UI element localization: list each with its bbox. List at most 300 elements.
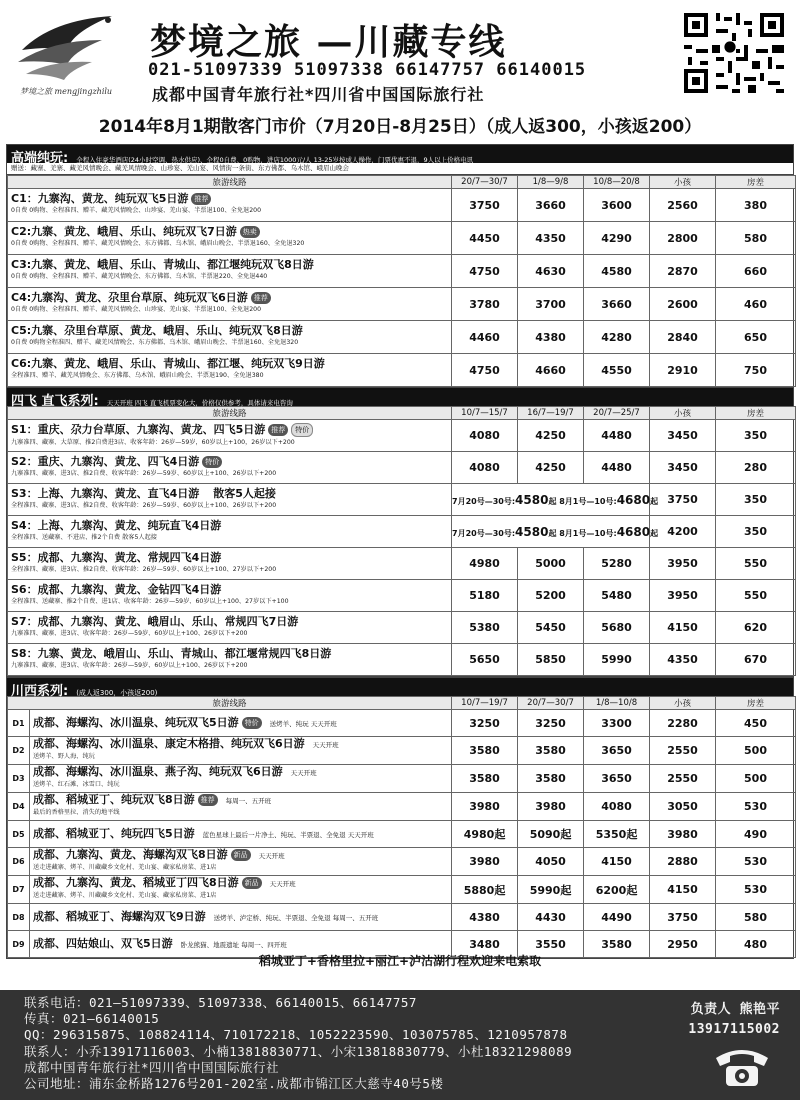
- price-cell: 2950: [650, 931, 716, 958]
- route-detail: 全程准四、送藏寨、推2个自费、进1店、收客年龄：26岁—59岁、60岁以上+100、27岁以下+100: [11, 597, 289, 605]
- span-part: 7月20号—30号:: [452, 496, 516, 506]
- route-name: [11, 584, 448, 596]
- route-side-note: 天天开班: [269, 880, 296, 888]
- manager-block: [688, 1000, 780, 1040]
- price-cell: 4750: [452, 354, 518, 387]
- route-title: 成都、海螺沟、冰川温泉、康定木格措、纯玩双飞6日游: [33, 737, 305, 750]
- table-header: [8, 176, 796, 189]
- price-cell: 3650: [584, 737, 650, 765]
- price-cell: 3580: [452, 737, 518, 765]
- route-title: 成都、稻城亚丁、海螺沟双飞9日游: [33, 909, 206, 923]
- span-part: 起: [650, 496, 659, 506]
- table-row: [8, 710, 796, 737]
- contact-persons: 联系人：小乔13917116003、小楠13818830771、小宋13818830779、小杜18321298089: [24, 1043, 573, 1059]
- price-cell: 670: [716, 644, 796, 676]
- route-detail: 0自费 0购物、全程准四、赠羊、藏羌风情晚会、山珍宴、羌山宴、半票退100、全免退200: [11, 207, 262, 214]
- route-name: [11, 423, 448, 437]
- column-header: 20/7—25/7: [584, 407, 650, 420]
- contact-address: 公司地址：浦东金桥路1276号201-202室.成都市锦江区大慈寺40号5楼: [24, 1076, 444, 1092]
- price-cell: 660: [716, 255, 796, 288]
- span-part: 4580: [515, 524, 549, 539]
- route-detail: 0自费 0购物、全程准四、赠羊、藏羌风情晚会、山珍宴、羌山宴、半票退100、全免退200: [11, 306, 262, 313]
- price-cell: 3450: [650, 420, 716, 452]
- route-name: [11, 358, 448, 370]
- price-cell: 4480: [584, 452, 650, 484]
- header: [0, 0, 800, 108]
- table-row: [8, 354, 796, 387]
- price-cell: 4980: [452, 548, 518, 580]
- route-detail: 最后的香格里拉、消失的地平线: [33, 809, 120, 816]
- route-detail: 送走进藏寨、烤羊、川藏藏乡文化村、羌山宴、藏家私房菜、进1店: [33, 864, 217, 871]
- contact-qq: QQ：296315875、108824114、710172218、1052223590、103075785、1210957878: [24, 1027, 568, 1043]
- route-extra: 散客5人起接: [213, 486, 276, 500]
- table-row: [8, 612, 796, 644]
- contact-phone: 联系电话：021—51097339、51097338、66140015、66147757: [24, 995, 417, 1010]
- route-name: [11, 648, 448, 660]
- price-cell: 4430: [518, 904, 584, 931]
- price-cell: 4480: [584, 420, 650, 452]
- route-cell: [8, 612, 452, 644]
- date-range-price: [452, 516, 659, 548]
- price-cell: 5990: [584, 644, 650, 676]
- route-detail: 九寨准四、藏寨、进3店、推2自费、收客年龄：26岁—59岁、60岁以上+100、26岁以下+200: [11, 469, 277, 477]
- route-name: [33, 938, 448, 951]
- route-cell: [8, 222, 452, 255]
- price-cell: 3600: [584, 189, 650, 222]
- route-cell: [8, 548, 452, 580]
- price-cell: 550: [716, 548, 796, 580]
- table-header: [8, 407, 796, 420]
- price-cell: 4150: [650, 612, 716, 644]
- route-code: D4: [8, 793, 30, 821]
- column-header: 小孩: [650, 407, 716, 420]
- route-code: D7: [8, 876, 30, 904]
- table-row: [8, 821, 796, 848]
- price-cell: 3250: [518, 710, 584, 737]
- price-cell: 3580: [584, 931, 650, 958]
- route-tag: 推荐: [251, 292, 271, 304]
- price-cell: 4250: [518, 452, 584, 484]
- price-cell: 3300: [584, 710, 650, 737]
- column-header: 旅游线路: [8, 176, 452, 189]
- price-cell: 4050: [518, 848, 584, 876]
- column-header: 10/7—19/7: [452, 697, 518, 710]
- header-phones: 021-51097339 51097338 66147757 66140015: [148, 60, 587, 80]
- price-table: [7, 696, 796, 958]
- price-cell: 4350: [518, 222, 584, 255]
- route-cell: [8, 354, 452, 387]
- route-detail: 九寨准四、藏寨、大草原、推2自费进3店、收客年龄：26岁—59岁，60岁以上+100，26岁以下+200: [11, 438, 295, 446]
- price-cell: 450: [716, 710, 796, 737]
- section-flight: [6, 387, 794, 677]
- route-tag: 特价: [202, 456, 222, 468]
- table-row: [8, 484, 796, 516]
- price-cell: 530: [716, 876, 796, 904]
- price-cell: 3980: [650, 821, 716, 848]
- price-cell: 3980: [452, 793, 518, 821]
- column-header: 10/7—15/7: [452, 407, 518, 420]
- table-row: [8, 516, 796, 548]
- route-cell: [30, 793, 452, 821]
- route-cell: [30, 737, 452, 765]
- price-cell: 280: [716, 452, 796, 484]
- route-cell: [8, 255, 452, 288]
- price-table: [7, 406, 796, 676]
- route-name: [11, 488, 448, 500]
- price-cell: 5380: [452, 612, 518, 644]
- route-cell: [8, 484, 452, 516]
- route-title: S3：上海、九寨沟、黄龙、直飞4日游: [11, 486, 200, 500]
- route-side-note: 天天开班: [258, 852, 285, 860]
- column-header: 10/8—20/8: [584, 176, 650, 189]
- price-cell: 4450: [452, 222, 518, 255]
- span-part: 4680: [616, 524, 651, 539]
- price-cell: 5680: [584, 612, 650, 644]
- price-cell: 490: [716, 821, 796, 848]
- price-cell: 350: [716, 484, 796, 516]
- price-cell: 480: [716, 931, 796, 958]
- route-name: [11, 616, 448, 628]
- price-cell: 5850: [518, 644, 584, 676]
- table-row: [8, 321, 796, 354]
- route-cell: [8, 452, 452, 484]
- section-header: 川西系列: (成人返300，小孩返200): [7, 678, 793, 696]
- column-header: 旅游线路: [8, 407, 452, 420]
- route-name: [33, 738, 448, 751]
- price-cell: 4350: [650, 644, 716, 676]
- route-cell: [30, 904, 452, 931]
- telephone-icon: [712, 1042, 772, 1088]
- route-detail: 送烤羊、红石滩、冰雪口、纯玩: [33, 781, 120, 788]
- span-part: 起: [650, 528, 659, 538]
- section-high-end: [6, 144, 794, 388]
- price-cell: 4550: [584, 354, 650, 387]
- price-cell: 6200起: [584, 876, 650, 904]
- route-name: [33, 911, 448, 924]
- route-cell: [8, 580, 452, 612]
- route-side-note: 天天开班: [312, 741, 339, 749]
- route-title: S7：成都、九寨沟、黄龙、峨眉山、乐山、常规四飞7日游: [11, 614, 299, 628]
- price-cell: 4250: [518, 420, 584, 452]
- price-cell: 580: [716, 222, 796, 255]
- price-cell: 3700: [518, 288, 584, 321]
- column-header: 20/7—30/7: [452, 176, 518, 189]
- contact-fax: 传真：021—66140015: [24, 1011, 160, 1027]
- route-detail: 九寨准四、藏寨、进3店、收客年龄：26岁—59岁、60岁以上+100、26岁以下+200: [11, 661, 248, 669]
- price-cell: 2800: [650, 222, 716, 255]
- column-header: 小孩: [650, 176, 716, 189]
- price-cell: 4460: [452, 321, 518, 354]
- price-cell: 3950: [650, 548, 716, 580]
- price-cell: 4200: [650, 516, 716, 548]
- table-row: [8, 222, 796, 255]
- route-name: [11, 552, 448, 564]
- section-note: 赠送：藏寨、羌寨、藏羌风情晚会、藏羌风情晚会、山珍宴、羌山宴、风情街一条街、东方佛都、乌木馆、峨眉山晚会: [7, 163, 793, 175]
- price-cell: 4290: [584, 222, 650, 255]
- price-cell: 5280: [584, 548, 650, 580]
- price-cell: 3750: [650, 484, 716, 516]
- section-western-sichuan: [6, 677, 794, 959]
- price-cell: 2840: [650, 321, 716, 354]
- price-cell: 620: [716, 612, 796, 644]
- route-name: [33, 766, 448, 779]
- price-cell: 750: [716, 354, 796, 387]
- price-cell: 530: [716, 848, 796, 876]
- price-cell: 4080: [584, 793, 650, 821]
- span-part: 7月20号—30号:: [452, 528, 516, 538]
- route-cell: [8, 321, 452, 354]
- route-title: S4：上海、九寨沟、黄龙、纯玩直飞4日游: [11, 518, 222, 532]
- price-cell: 2560: [650, 189, 716, 222]
- route-detail: 0自费 0购物、全程准四、赠羊、藏羌风情晚会、东方佛都、乌木馆、峨眉山晚会、半票退160、全免退320: [11, 240, 305, 247]
- route-code: D5: [8, 821, 30, 848]
- price-cell: 5650: [452, 644, 518, 676]
- price-cell: 2600: [650, 288, 716, 321]
- price-cell: 2880: [650, 848, 716, 876]
- route-side-note: 每周一、五开班: [225, 797, 272, 805]
- price-cell: 3750: [452, 189, 518, 222]
- manager-phone: 13917115002: [688, 1022, 780, 1037]
- table-row: [8, 420, 796, 452]
- route-title: S8：九寨、黄龙、峨眉山、乐山、青城山、都江堰常规四飞8日游: [11, 646, 332, 660]
- date-range-price: [452, 484, 659, 516]
- logo-caption: 梦境之旅 mengjingzhilu: [20, 87, 113, 96]
- route-title: C3:九寨、黄龙、峨眉、乐山、青城山、都江堰纯玩双飞8日游: [11, 258, 314, 271]
- route-tag: 新品: [231, 849, 251, 861]
- bird-logo: [12, 10, 122, 96]
- table-header: [8, 697, 796, 710]
- route-title: 成都、四姑娘山、双飞5日游: [33, 936, 173, 950]
- price-cell: 500: [716, 765, 796, 793]
- table-row: [8, 904, 796, 931]
- column-header: 20/7—30/7: [518, 697, 584, 710]
- column-header: 1/8—9/8: [518, 176, 584, 189]
- price-cell: 4580: [584, 255, 650, 288]
- price-cell: 5480: [584, 580, 650, 612]
- manager-label: 负责人 熊艳平: [690, 1002, 780, 1017]
- price-cell: 4750: [452, 255, 518, 288]
- table-row: [8, 793, 796, 821]
- route-title: 成都、九寨沟、黄龙、海螺沟双飞8日游: [33, 848, 228, 861]
- price-cell: 3980: [518, 793, 584, 821]
- route-tag: 新品: [242, 877, 262, 889]
- route-code: D8: [8, 904, 30, 931]
- price-table: [7, 175, 796, 387]
- price-cell: 3480: [452, 931, 518, 958]
- price-cell: 3950: [650, 580, 716, 612]
- route-cell: [8, 644, 452, 676]
- price-cell: 4380: [452, 904, 518, 931]
- price-cell: 3980: [452, 848, 518, 876]
- price-cell: 4080: [452, 420, 518, 452]
- route-title: C5:九寨、尕里台草原、黄龙、峨眉、乐山、纯玩双飞8日游: [11, 324, 303, 337]
- price-cell: 3660: [518, 189, 584, 222]
- price-cell: 5180: [452, 580, 518, 612]
- price-cell: 5000: [518, 548, 584, 580]
- price-cell: 4980起: [452, 821, 518, 848]
- price-cell: 4150: [584, 848, 650, 876]
- price-cell: 5450: [518, 612, 584, 644]
- route-title: S6：成都、九寨沟、黄龙、金钻四飞4日游: [11, 582, 222, 596]
- route-name: [11, 259, 448, 271]
- route-detail: 九寨准四、藏寨、进3店、收客年龄：26岁—59岁、60岁以上+100、26岁以下+200: [11, 629, 248, 637]
- price-cell: 460: [716, 288, 796, 321]
- table-row: [8, 876, 796, 904]
- route-cell: [30, 876, 452, 904]
- agency-name: 成都中国青年旅行社*四川省中国国际旅行社: [152, 85, 485, 104]
- contact-footer: [0, 990, 800, 1100]
- price-cell: 3050: [650, 793, 716, 821]
- route-side-note: 卧龙熊猫、地震遗址 每周一、四开班: [180, 940, 287, 949]
- price-cell: 4380: [518, 321, 584, 354]
- price-cell: 2550: [650, 737, 716, 765]
- route-name: [11, 456, 448, 468]
- route-detail: 全程准四、送藏寨、不进店、推2个自费 散客5人起接: [11, 533, 157, 541]
- route-cell: [30, 765, 452, 793]
- table-row: [8, 848, 796, 876]
- price-cell: 3580: [452, 765, 518, 793]
- route-name: [33, 717, 448, 730]
- price-cell: 350: [716, 516, 796, 548]
- route-tag: 推荐: [191, 193, 211, 205]
- route-code: D2: [8, 737, 30, 765]
- route-title: S2：重庆、九寨沟、黄龙、四飞4日游: [11, 454, 200, 468]
- price-cell: 3780: [452, 288, 518, 321]
- route-name: [33, 877, 448, 890]
- route-tag: 特价: [242, 717, 262, 729]
- table-row: [8, 580, 796, 612]
- price-cell: 3550: [518, 931, 584, 958]
- route-title: 成都、稻城亚丁、纯玩双飞8日游: [33, 793, 195, 806]
- table-row: [8, 255, 796, 288]
- route-cell: [30, 848, 452, 876]
- itinerary-banner: 稻城亚丁+香格里拉+丽江+泸沽湖行程欢迎来电索取: [258, 954, 542, 968]
- route-title: 成都、海螺沟、冰川温泉、燕子沟、纯玩双飞6日游: [33, 765, 283, 778]
- column-header: 小孩: [650, 697, 716, 710]
- price-cell: 2870: [650, 255, 716, 288]
- column-header: 16/7—19/7: [518, 407, 584, 420]
- price-cell: 5350起: [584, 821, 650, 848]
- route-name: [33, 828, 448, 841]
- price-cell: 4630: [518, 255, 584, 288]
- route-name: [11, 193, 448, 205]
- price-cell: 380: [716, 189, 796, 222]
- route-cell: [8, 516, 452, 548]
- route-cell: [8, 288, 452, 321]
- route-cell: [30, 710, 452, 737]
- price-cell: 5880起: [452, 876, 518, 904]
- route-detail: 全程准四、藏寨、进3店、推2自费、收客年龄：26岁—59岁、60岁以上+100、27岁以下+200: [11, 565, 277, 573]
- page-title: 梦境之旅 —川藏专线: [150, 21, 507, 63]
- table-row: [8, 765, 796, 793]
- table-row: [8, 189, 796, 222]
- route-code: D1: [8, 710, 30, 737]
- contact-agency: 成都中国青年旅行社*四川省中国国际旅行社: [24, 1059, 280, 1075]
- span-part: 起 8月1号—10号:: [548, 528, 617, 538]
- price-cell: 3650: [584, 765, 650, 793]
- route-name: [33, 849, 448, 862]
- price-cell: 3580: [518, 765, 584, 793]
- price-cell: 3250: [452, 710, 518, 737]
- route-title: C1：九寨沟、黄龙、纯玩双飞5日游: [11, 192, 189, 205]
- span-part: 4680: [616, 492, 651, 507]
- table-row: [8, 737, 796, 765]
- column-header: 房差: [716, 407, 796, 420]
- span-part: 起 8月1号—10号:: [548, 496, 617, 506]
- price-cell: 580: [716, 904, 796, 931]
- price-cell: 3580: [518, 737, 584, 765]
- price-cell: 3660: [584, 288, 650, 321]
- route-detail: 全程准四、藏寨、进3店、推2自费、收客年龄：26岁—59岁、60岁以上+100、26岁以下+200: [11, 501, 277, 509]
- price-cell: 2910: [650, 354, 716, 387]
- price-cell: 4490: [584, 904, 650, 931]
- route-detail: 送走进藏寨、烤羊、川藏藏乡文化村、羌山宴、藏家私房菜、进1店: [33, 892, 217, 899]
- price-cell: 3750: [650, 904, 716, 931]
- column-header: 房差: [716, 176, 796, 189]
- route-code: D9: [8, 931, 30, 958]
- route-code: D6: [8, 848, 30, 876]
- table-row: [8, 288, 796, 321]
- route-side-note: 蓝色星球上最后一片净土、纯玩、半票退、全免退 天天开班: [202, 830, 374, 839]
- price-cell: 4150: [650, 876, 716, 904]
- price-cell: 5200: [518, 580, 584, 612]
- price-cell: 4660: [518, 354, 584, 387]
- route-cell: [8, 420, 452, 452]
- column-header: 1/8—10/8: [584, 697, 650, 710]
- price-cell: 550: [716, 580, 796, 612]
- route-detail: 送烤羊、野人海、纯玩: [33, 753, 95, 760]
- route-title: C2:九寨、黄龙、峨眉、乐山、纯玩双飞7日游: [11, 225, 237, 238]
- route-title: 成都、海螺沟、冰川温泉、纯玩双飞5日游: [33, 715, 239, 729]
- route-name: [33, 794, 448, 807]
- route-tag: 特价: [291, 423, 313, 437]
- column-header: 房差: [716, 697, 796, 710]
- price-cell: 3450: [650, 452, 716, 484]
- column-header: 旅游线路: [8, 697, 452, 710]
- qr-code-icon: [680, 8, 788, 98]
- table-row: [8, 644, 796, 676]
- route-name: [11, 226, 448, 238]
- route-tag: 推荐: [198, 794, 218, 806]
- route-cell: [8, 189, 452, 222]
- route-name: [11, 520, 448, 532]
- route-title: C4:九寨沟、黄龙、尕里台草原、纯玩双飞6日游: [11, 291, 248, 304]
- route-title: S1：重庆、尕力台草原、九寨沟、黄龙、四飞5日游: [11, 422, 266, 436]
- route-title: 成都、九寨沟、黄龙、稻城亚丁四飞8日游: [33, 876, 239, 889]
- price-cell: 500: [716, 737, 796, 765]
- route-name: [11, 292, 448, 304]
- span-part: 4580: [515, 492, 549, 507]
- table-row: [8, 548, 796, 580]
- price-cell: 2550: [650, 765, 716, 793]
- route-tag: 推荐: [268, 424, 288, 436]
- price-cell: 5990起: [518, 876, 584, 904]
- route-detail: 0自费 0购物、全程准四、赠羊、藏羌风情晚会、东方佛都、乌木馆、半票退220、全免退440: [11, 273, 268, 280]
- route-title: C6:九寨、黄龙、峨眉、乐山、青城山、都江堰、纯玩双飞9日游: [11, 357, 325, 370]
- price-cell: 4280: [584, 321, 650, 354]
- route-side-note: 送烤羊、泸定桥、纯玩、半票退、全免退 每周一、五开班: [213, 913, 379, 922]
- price-cell: 530: [716, 793, 796, 821]
- section-header: 高端纯玩: 全程入住豪华酒店(24小时空调、热水供应)、全程0自费、0购物，进店1000元/人 13-25岁按成人操作，门票优惠不退，9人以上价格电讯: [7, 145, 793, 163]
- route-side-note: 天天开班: [290, 769, 317, 777]
- section-header: 四飞 直飞系列: 天天开班 四飞 直飞机票变化大，价格仅供参考，具体请来电咨询: [7, 388, 793, 406]
- price-cell: 5090起: [518, 821, 584, 848]
- table-row: [8, 452, 796, 484]
- price-cell: 650: [716, 321, 796, 354]
- route-title: S5：成都、九寨沟、黄龙、常规四飞4日游: [11, 550, 222, 564]
- price-cell: 350: [716, 420, 796, 452]
- route-code: D3: [8, 765, 30, 793]
